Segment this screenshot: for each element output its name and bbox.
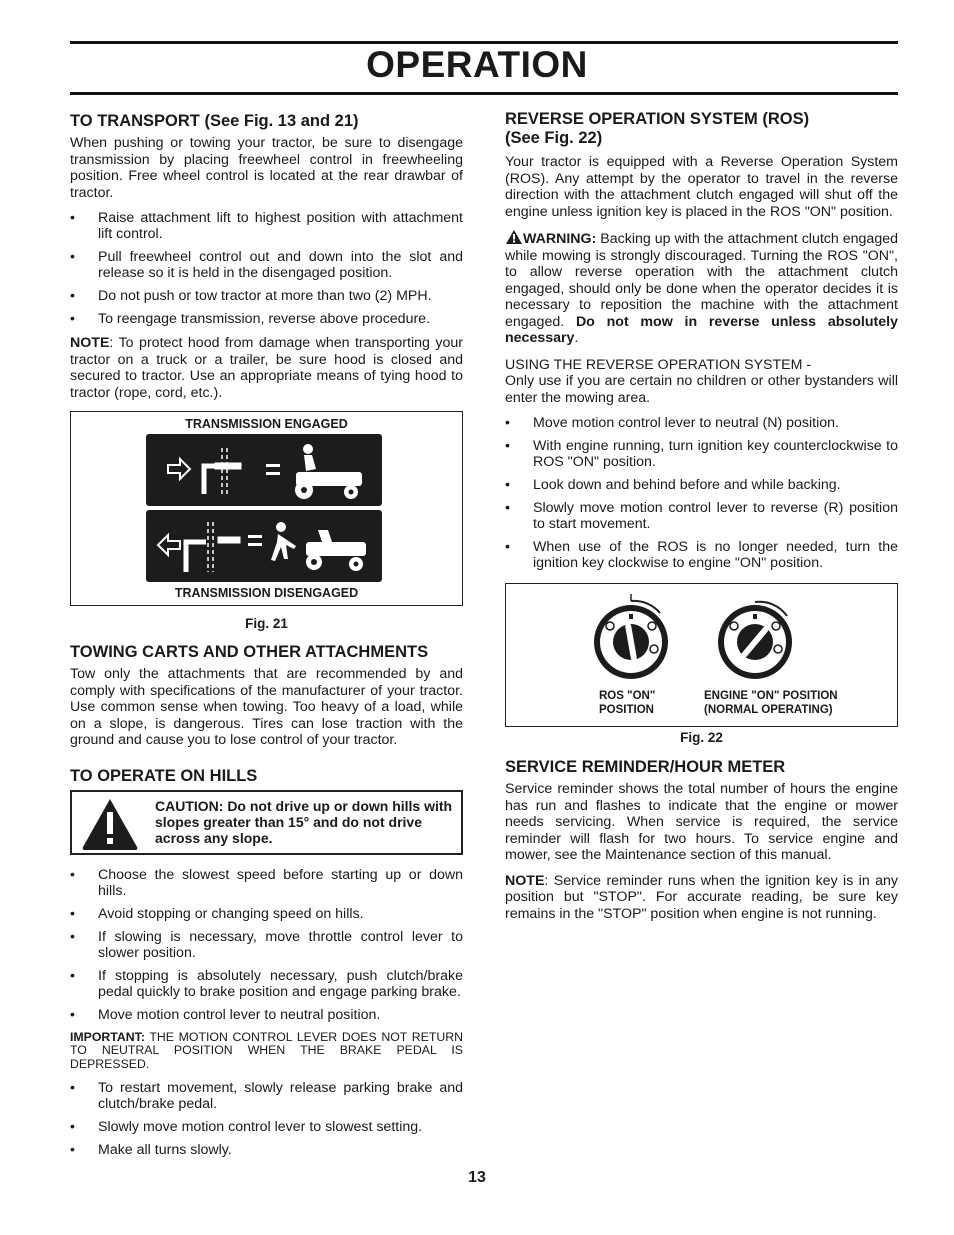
ignition-switch-icon [588,589,678,679]
fig22-label-ros: ROS "ON" POSITION [599,690,656,716]
ros-list [505,415,898,571]
title-underline [70,92,898,95]
fig22-label-engine: ENGINE "ON" POSITION (NORMAL OPERATING) [704,690,838,716]
list-item: • With engine running, turn ignition key counterclockwise to ROS "ON" position. [505,438,898,470]
service-heading: SERVICE REMINDER/HOUR METER [505,758,786,776]
hills-heading: TO OPERATE ON HILLS [70,766,258,785]
list-item: • Make all turns slowly. [70,1142,232,1158]
list-item: • Do not push or tow tractor at more than two (2) MPH. [70,288,432,304]
list-item: • When use of the ROS is no longer needed, turn the ignition key clockwise to engine "ON" position. [505,539,898,571]
caution-triangle-icon [80,796,140,852]
list-item: • Slowly move motion control lever to slowest setting. [70,1119,423,1135]
service-text: Service reminder shows the total number of hours the engine has run and flashes to indicate that the engine or mower needs servicing. When service is required, the service reminder will flash for two hours. To service engine and mower, see the Maintenance section of this manual. [505,781,898,863]
ignition-switch-icon [711,586,801,686]
fig21-caption: Fig. 21 [245,616,288,631]
ros-heading: REVERSE OPERATION SYSTEM (ROS) (See Fig. 22) [505,110,810,147]
towing-text: Tow only the attachments that are recommended by and comply with specifications of the manufacturer of your tractor. Use common sense when towing. Too heavy of a load, while on a slope, is dangerous. Tires can lose traction with the ground and cause you to lose control of your tractor. [70,666,463,748]
fig22-caption: Fig. 22 [680,730,723,745]
service-note: NOTE: Service reminder runs when the ignition key is in any position but "STOP". For accurate reading, be sure key remains in the "STOP" position when engine is not running. [505,872,898,922]
transport-intro: When pushing or towing your tractor, be sure to disengage transmission by placing freewheel control in freewheeling position. Free wheel control is located at the rear drawbar of tractor. [70,135,463,201]
list-item: • If slowing is necessary, move throttle control lever to slower position. [70,928,463,961]
left-column [70,110,463,1166]
page-title: OPERATION [366,44,588,85]
fig21-panels [146,434,382,582]
ros-warning: WARNING: Backing up with the attachment clutch engaged while mowing is strongly discouraged. Turning the ROS "ON", to allow reverse operation with the attachment clutch engaged, should only be done when the operator decides it is necessary to reposition the machine with the attachment engaged. Do not mow in reverse unless absolutely necessary. [505,231,898,346]
list-item: • Slowly move motion control lever to reverse (R) position to start movement. [505,500,898,532]
list-item: • Move motion control lever to neutral position. [70,1006,381,1023]
hills-list [70,867,463,1023]
list-item: • Move motion control lever to neutral (N) position. [505,415,839,431]
right-column [505,110,898,931]
warning-triangle-icon [505,229,523,245]
fig21-bottom-label: TRANSMISSION DISENGAGED [174,586,359,600]
ros-intro: Your tractor is equipped with a Reverse Operation System (ROS). Any attempt by the operator to travel in the reverse direction with the attachment clutch engaged will shut off the engine unless ignition key is placed in the ROS "ON" position. [505,154,898,220]
list-item: • Pull freewheel control out and down into the slot and release so it is held in the disengaged position. [70,249,463,281]
caution-text: CAUTION: Do not drive up or down hills with slopes greater than 15° and do not drive across any slope. [155,797,453,846]
page-number: 13 [468,1169,486,1186]
list-item: • To reengage transmission, reverse above procedure. [70,311,431,327]
list-item: • If stopping is absolutely necessary, push clutch/brake pedal quickly to brake position and engage parking brake. [70,967,463,1000]
caution-box [70,790,463,855]
list-item: • Choose the slowest speed before starting up or down hills. [70,866,463,899]
hills-list-2 [70,1080,463,1158]
fig21-top-label: TRANSMISSION ENGAGED [185,417,348,431]
important-note: IMPORTANT: THE MOTION CONTROL LEVER DOES NOT RETURN TO NEUTRAL POSITION WHEN THE BRAKE PEDAL IS DEPRESSED. [70,1029,463,1071]
transport-note: NOTE: To protect hood from damage when transporting your tractor on a truck or a trailer, be sure hood is closed and secured to tractor. Use an appropriate means of tying hood to tractor (rope, cord, etc.). [70,335,463,401]
transport-list [70,210,463,327]
towing-heading: TOWING CARTS AND OTHER ATTACHMENTS [70,643,429,661]
list-item: • Raise attachment lift to highest position with attachment lift control. [70,210,463,242]
list-item: • To restart movement, slowly release parking brake and clutch/brake pedal. [70,1080,463,1112]
using-ros-section: USING THE REVERSE OPERATION SYSTEM - Only use if you are certain no children or other bystanders will enter the mowing area. [505,356,898,406]
fig21-box [70,411,463,606]
list-item: • Avoid stopping or changing speed on hills. [70,905,364,922]
fig22-box [505,583,898,727]
list-item: • Look down and behind before and while backing. [505,477,841,493]
transport-heading: TO TRANSPORT (See Fig. 13 and 21) [70,112,359,130]
